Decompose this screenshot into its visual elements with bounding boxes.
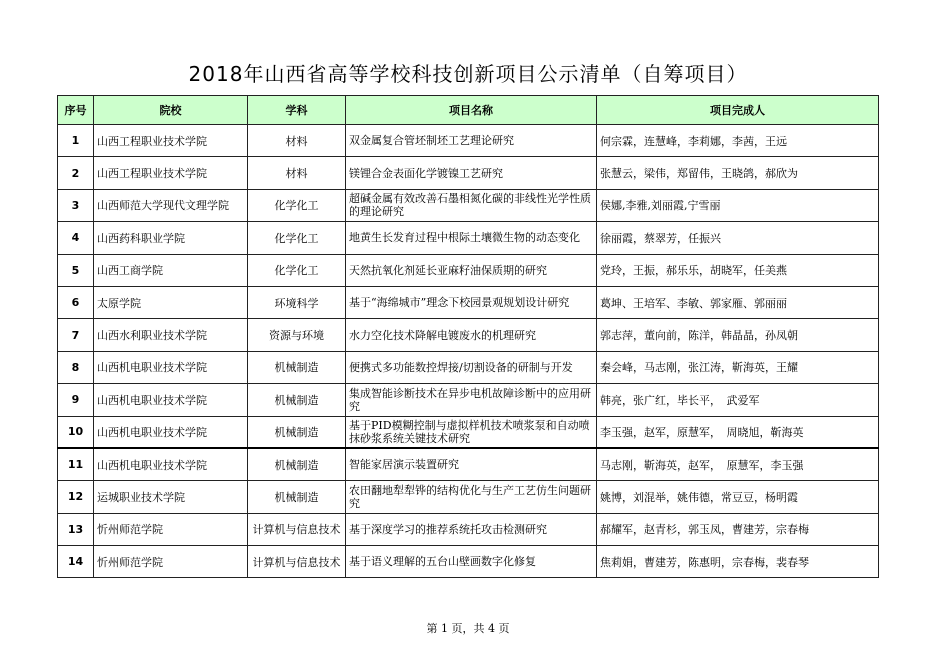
row-school: 忻州师范学院 <box>94 513 248 545</box>
header-school: 院校 <box>94 96 248 125</box>
row-project: 水力空化技术降解电镀废水的机理研究 <box>346 319 597 351</box>
row-index: 11 <box>58 448 94 480</box>
row-index: 2 <box>58 157 94 189</box>
row-members: 焦莉娟，曹建芳，陈惠明，宗春梅，裴春琴 <box>597 546 879 578</box>
row-subject: 化学化工 <box>248 189 346 221</box>
row-members: 何宗霖，连慧峰，李莉娜，李茜，王远 <box>597 125 879 157</box>
row-index: 4 <box>58 222 94 254</box>
row-school: 山西水利职业技术学院 <box>94 319 248 351</box>
row-members: 李玉强，赵军，原慧军， 周晓旭，靳海英 <box>597 416 879 448</box>
row-school: 山西工程职业技术学院 <box>94 157 248 189</box>
row-index: 14 <box>58 546 94 578</box>
row-subject: 化学化工 <box>248 254 346 286</box>
row-index: 3 <box>58 189 94 221</box>
row-school: 山西机电职业技术学院 <box>94 384 248 416</box>
row-index: 1 <box>58 125 94 157</box>
table-row <box>58 125 879 157</box>
row-school: 山西工程职业技术学院 <box>94 125 248 157</box>
row-project: 基于语义理解的五台山壁画数字化修复 <box>346 546 597 578</box>
table-row <box>58 416 879 448</box>
row-subject: 机械制造 <box>248 351 346 383</box>
row-subject: 材料 <box>248 125 346 157</box>
table-row <box>58 222 879 254</box>
row-index: 7 <box>58 319 94 351</box>
row-subject: 机械制造 <box>248 416 346 448</box>
row-subject: 化学化工 <box>248 222 346 254</box>
row-project: 基于PID模糊控制与虚拟样机技术喷浆泵和自动喷抹砂浆系统关键技术研究 <box>346 416 597 448</box>
header-subject: 学科 <box>248 96 346 125</box>
row-school: 山西师范大学现代文理学院 <box>94 189 248 221</box>
row-school: 山西药科职业学院 <box>94 222 248 254</box>
page-footer: 第 1 页，共 4 页 <box>426 622 510 635</box>
table-row <box>58 384 879 416</box>
row-school: 忻州师范学院 <box>94 546 248 578</box>
row-index: 6 <box>58 286 94 318</box>
row-members: 郭志萍，董向前，陈洋，韩晶晶，孙凤朝 <box>597 319 879 351</box>
row-index: 12 <box>58 481 94 513</box>
header-members: 项目完成人 <box>597 96 879 125</box>
row-subject: 材料 <box>248 157 346 189</box>
row-project: 便携式多功能数控焊接/切割设备的研制与开发 <box>346 351 597 383</box>
row-school: 山西机电职业技术学院 <box>94 448 248 480</box>
row-members: 姚博，刘混举，姚伟德，常豆豆，杨明霞 <box>597 481 879 513</box>
table-row <box>58 351 879 383</box>
row-project: 基于深度学习的推荐系统托攻击检测研究 <box>346 513 597 545</box>
row-school: 山西机电职业技术学院 <box>94 351 248 383</box>
table-row <box>58 448 879 480</box>
table-row <box>58 157 879 189</box>
row-subject: 计算机与信息技术 <box>248 513 346 545</box>
row-project: 地黄生长发育过程中根际土壤微生物的动态变化 <box>346 222 597 254</box>
project-table <box>57 95 879 578</box>
row-subject: 计算机与信息技术 <box>248 546 346 578</box>
row-index: 9 <box>58 384 94 416</box>
row-school: 山西工商学院 <box>94 254 248 286</box>
table-row <box>58 319 879 351</box>
row-subject: 机械制造 <box>248 448 346 480</box>
row-subject: 机械制造 <box>248 481 346 513</box>
row-members: 葛坤、王培军、李敏、郭家雁、郭丽丽 <box>597 286 879 318</box>
row-index: 10 <box>58 416 94 448</box>
row-members: 秦会峰，马志刚，张江涛，靳海英，王耀 <box>597 351 879 383</box>
row-members: 马志刚，靳海英，赵军， 原慧军，李玉强 <box>597 448 879 480</box>
table-row <box>58 513 879 545</box>
row-members: 张慧云，梁伟，郑留伟，王晓鸽，郝欣为 <box>597 157 879 189</box>
table-row <box>58 189 879 221</box>
row-project: 基于“海绵城市”理念下校园景观规划设计研究 <box>346 286 597 318</box>
row-subject: 资源与环境 <box>248 319 346 351</box>
page-title: 2018年山西省高等学校科技创新项目公示清单（自筹项目） <box>188 62 748 86</box>
row-subject: 环境科学 <box>248 286 346 318</box>
row-subject: 机械制造 <box>248 384 346 416</box>
row-project: 双金属复合管坯制坯工艺理论研究 <box>346 125 597 157</box>
row-index: 5 <box>58 254 94 286</box>
row-school: 运城职业技术学院 <box>94 481 248 513</box>
row-project: 镁锂合金表面化学镀镍工艺研究 <box>346 157 597 189</box>
row-project: 天然抗氧化剂延长亚麻籽油保质期的研究 <box>346 254 597 286</box>
row-school: 太原学院 <box>94 286 248 318</box>
table-row <box>58 546 879 578</box>
row-school: 山西机电职业技术学院 <box>94 416 248 448</box>
header-index: 序号 <box>58 96 94 125</box>
row-members: 韩亮，张广红，毕长平， 武爱军 <box>597 384 879 416</box>
table-row <box>58 286 879 318</box>
table-body <box>58 125 879 578</box>
table-row <box>58 254 879 286</box>
row-index: 13 <box>58 513 94 545</box>
table-header-row <box>58 96 879 125</box>
row-project: 超碱金属有效改善石墨相氮化碳的非线性光学性质的理论研究 <box>346 189 597 221</box>
row-members: 党玲，王振，郝乐乐，胡晓军，任美燕 <box>597 254 879 286</box>
row-members: 郝耀军，赵青杉，郭玉凤，曹建芳，宗春梅 <box>597 513 879 545</box>
table-row <box>58 481 879 513</box>
row-members: 侯娜,李雅,刘丽霞,宁雪丽 <box>597 189 879 221</box>
row-members: 徐丽霞，蔡翠芳，任振兴 <box>597 222 879 254</box>
row-project: 集成智能诊断技术在异步电机故障诊断中的应用研究 <box>346 384 597 416</box>
row-project: 农田翻地犁犁铧的结构优化与生产工艺仿生问题研究 <box>346 481 597 513</box>
row-index: 8 <box>58 351 94 383</box>
row-project: 智能家居演示装置研究 <box>346 448 597 480</box>
header-project: 项目名称 <box>346 96 597 125</box>
